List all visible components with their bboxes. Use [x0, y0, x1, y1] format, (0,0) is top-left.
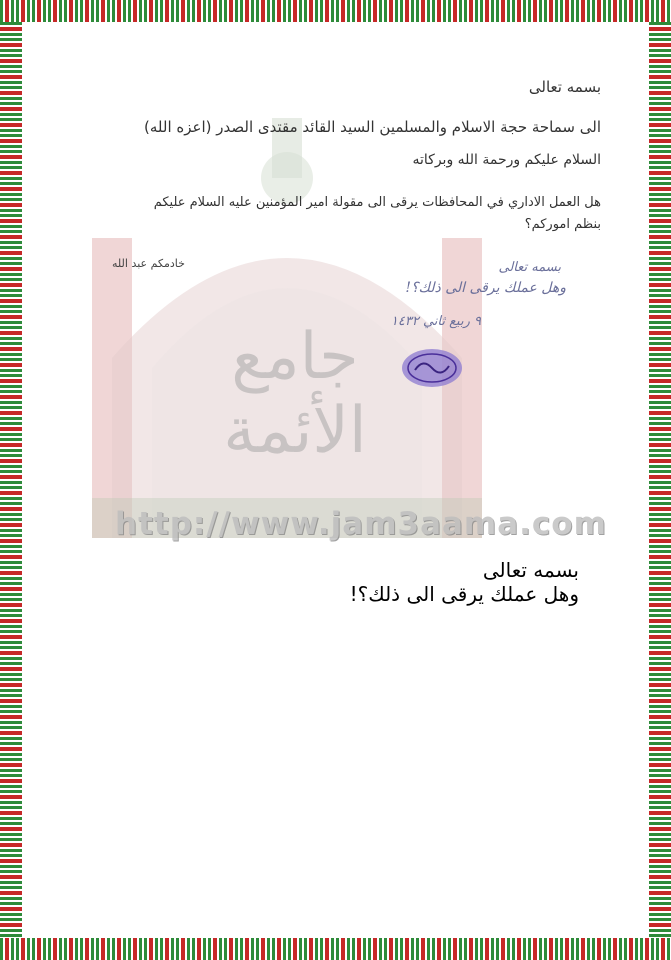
decorative-border-right [649, 22, 671, 938]
letter-greeting: بسمه تعالى [528, 78, 601, 96]
handwritten-date: ٩ ربيع ثاني ١٤٣٢ [390, 314, 481, 329]
typed-reply-text: وهل عملك يرقى الى ذلك؟! [349, 582, 579, 606]
watermark-url: http://www.jam3aama.com [115, 506, 607, 542]
decorative-border-top [0, 0, 671, 22]
decorative-border-left [0, 22, 22, 938]
typed-reply-greeting: بسمه تعالى [482, 558, 579, 582]
decorative-border-bottom [0, 938, 671, 960]
letter-question: هل العمل الاداري في المحافظات يرقى الى مقولة امير المؤمنين عليه السلام عليكم بنظم اموركم؟ [153, 195, 601, 232]
letter-signer: خادمكم عبد الله [112, 257, 185, 270]
handwritten-reply: وهل عملك يرقى الى ذلك؟! [405, 280, 566, 296]
handwritten-greeting: بسمه تعالى [498, 260, 561, 275]
watermark-logo-text: جامع الأئمة [223, 320, 367, 468]
official-seal [401, 348, 463, 388]
letter-addressee: الى سماحة حجة الاسلام والمسلمين السيد القائد مقتدى الصدر (اعزه الله) [144, 118, 601, 136]
letter-salutation: السلام عليكم ورحمة الله وبركاته [412, 152, 601, 168]
